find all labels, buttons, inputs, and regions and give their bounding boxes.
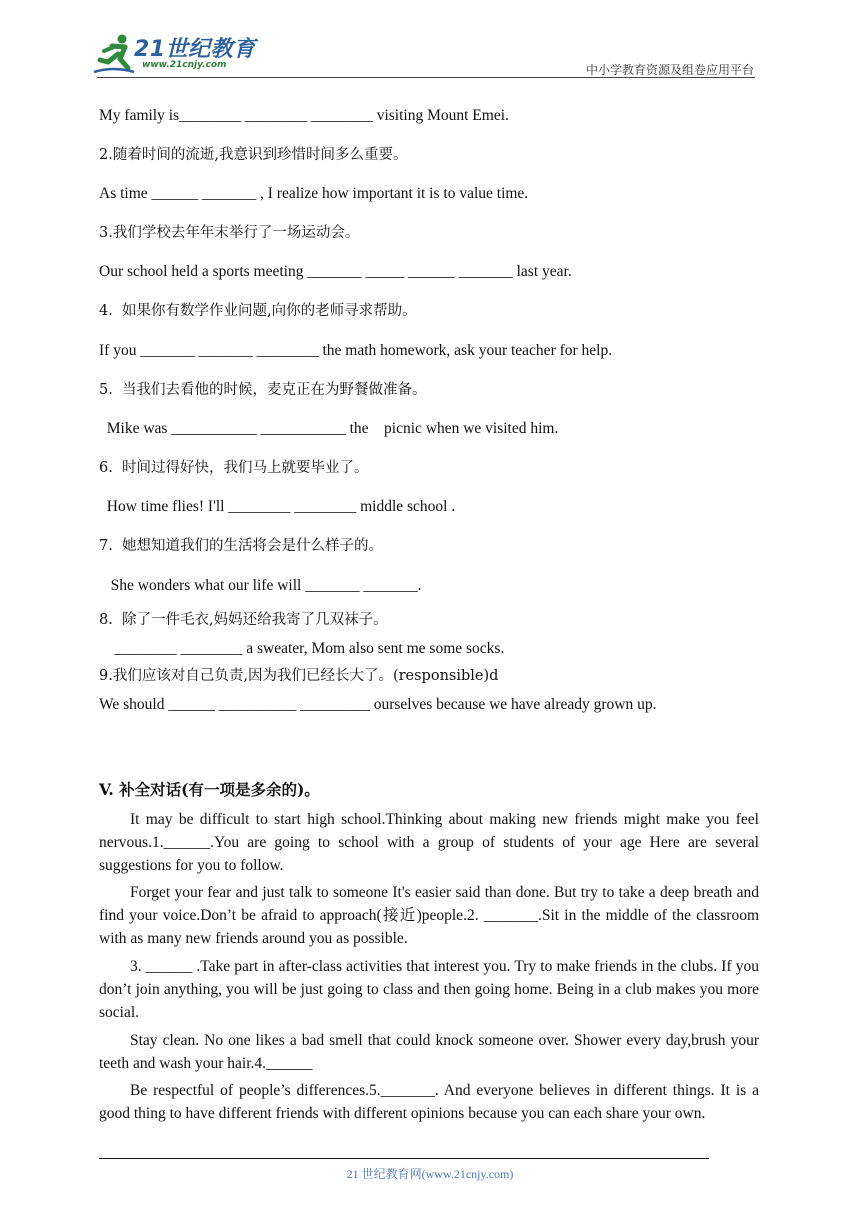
logo-text: 21世纪教育 bbox=[134, 37, 256, 62]
paragraph-text: 3. ______ .Take part in after-class activities that interest you. Try to make friends in the clubs. If you don’t join anything, you will be just going to class and then going home. Being in a club makes you more social. bbox=[99, 958, 759, 1021]
footer-divider bbox=[99, 1158, 709, 1159]
passage-paragraph bbox=[99, 808, 759, 877]
paragraph-text: It may be difficult to start high school.Thinking about making new friends might make you feel nervous.1.______.You are going to school with a group of students of your age Here are several suggestions for you to follow. bbox=[99, 811, 759, 874]
exercise-prompt: 3.我们学校去年年末举行了一场运动会。 bbox=[99, 225, 360, 241]
exercise-prompt: 4. 如果你有数学作业问题,向你的老师寻求帮助。 bbox=[99, 303, 417, 319]
exercise-line: Our school held a sports meeting _______ _____ ______ _______ last year. bbox=[99, 263, 572, 280]
page-header bbox=[0, 0, 860, 80]
exercise-prompt: 5. 当我们去看他的时候，麦克正在为野餐做准备。 bbox=[99, 382, 427, 398]
header-divider bbox=[97, 77, 755, 78]
header-tagline: 中小学教育资源及组卷应用平台 bbox=[585, 63, 754, 77]
site-logo bbox=[92, 32, 262, 78]
exercise-prompt: 2.随着时间的流逝,我意识到珍惜时间多么重要。 bbox=[99, 147, 408, 163]
exercise-prompt: 9.我们应该对自己负责,因为我们已经长大了。(responsible)d bbox=[99, 668, 499, 684]
exercise-line: ________ ________ a sweater, Mom also sent me some socks. bbox=[99, 640, 505, 657]
exercise-line: As time ______ _______ , I realize how important it is to value time. bbox=[99, 185, 529, 202]
page-footer: 21 世纪教育网(www.21cnjy.com) bbox=[346, 1167, 514, 1181]
paragraph-text: Stay clean. No one likes a bad smell that could knock someone over. Shower every day,brush your teeth and wash your hair.4.______ bbox=[99, 1032, 759, 1072]
passage-paragraph bbox=[99, 1029, 759, 1075]
exercise-line: Mike was ___________ ___________ the picnic when we visited him. bbox=[99, 420, 559, 437]
passage-paragraph bbox=[99, 1079, 759, 1125]
runner-icon bbox=[92, 32, 136, 78]
exercise-line: How time flies! I'll ________ ________ middle school . bbox=[99, 498, 456, 515]
section-title: V. 补全对话(有一项是多余的)。 bbox=[99, 780, 320, 799]
exercise-line: If you _______ _______ ________ the math homework, ask your teacher for help. bbox=[99, 342, 613, 359]
exercise-line: My family is________ ________ ________ visiting Mount Emei. bbox=[99, 107, 509, 124]
exercise-prompt: 7. 她想知道我们的生活将会是什么样子的。 bbox=[99, 538, 384, 554]
exercise-line: She wonders what our life will _______ _______. bbox=[99, 577, 422, 594]
logo-url: www.21cnjy.com bbox=[142, 60, 227, 70]
paragraph-text: Be respectful of people’s differences.5._______. And everyone believes in different things. It is a good thing to have different friends with different opinions because you can each share your own. bbox=[99, 1082, 759, 1122]
exercise-prompt: 8. 除了一件毛衣,妈妈还给我寄了几双袜子。 bbox=[99, 612, 388, 628]
exercise-line: We should ______ __________ _________ ourselves because we have already grown up. bbox=[99, 696, 657, 713]
paragraph-text: Forget your fear and just talk to someone It's easier said than done. But try to take a deep breath and find your voice.Don’t be afraid to approach(接近)people.2. _______.Sit in the middle of the classroom with as many new friends around you as possible. bbox=[99, 884, 759, 947]
passage-paragraph bbox=[99, 881, 759, 950]
passage-paragraph bbox=[99, 955, 759, 1024]
exercise-prompt: 6. 时间过得好快，我们马上就要毕业了。 bbox=[99, 460, 369, 476]
